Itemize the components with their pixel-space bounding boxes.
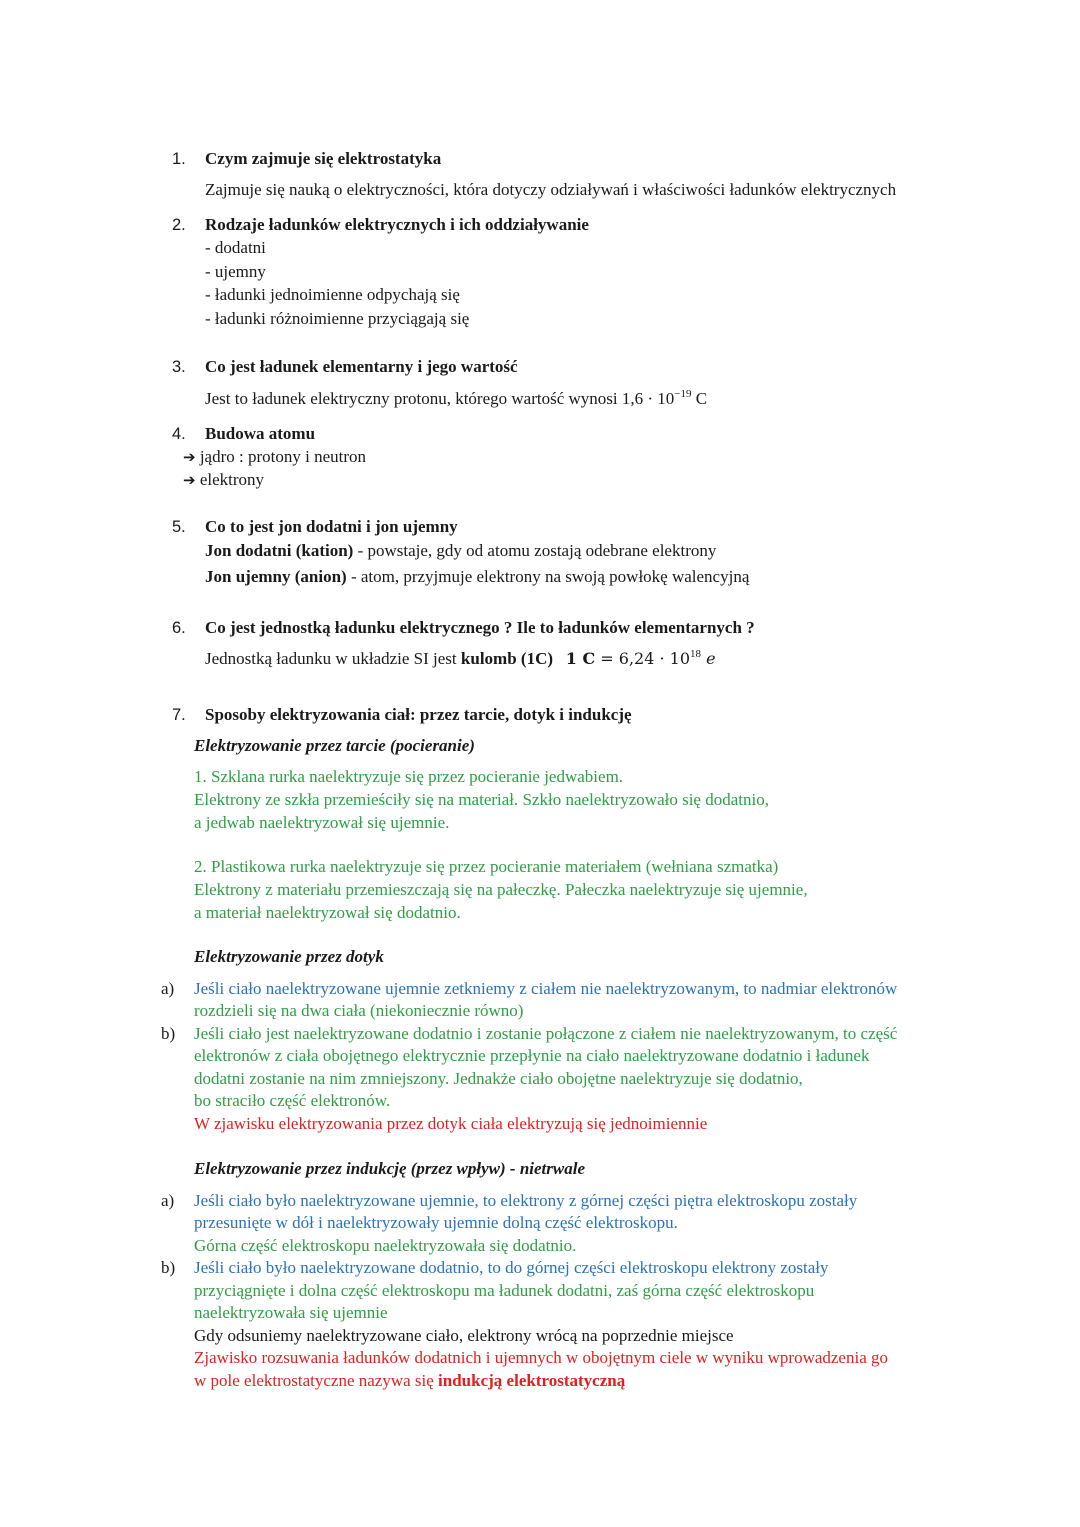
friction-p2-line: 2. Plastikowa rurka naelektryzuje się przez pocieranie materiałem (wełniana szmatka) [194, 857, 779, 876]
friction-p2-line: Elektrony z materiału przemieszczają się na pałeczkę. Pałeczka naelektryzuje się ujemnie, [194, 880, 808, 899]
q3-title: Co jest ładunek elementarny i jego wartość [205, 357, 518, 376]
q4-number: 4. [172, 425, 186, 443]
contact-a-label: a) [161, 979, 175, 998]
q3-answer [205, 389, 707, 409]
q2-number: 2. [172, 216, 186, 234]
q5-title: Co to jest jon dodatni i jon ujemny [205, 517, 458, 536]
induction-heading: Elektryzowanie przez indukcję (przez wpływ) - nietrwale [194, 1159, 585, 1178]
q2-title: Rodzaje ładunków elektrycznych i ich oddziaływanie [205, 215, 589, 234]
friction-p1-line: a jedwab naelektryzował się ujemnie. [194, 813, 450, 832]
q1-answer: Zajmuje się nauką o elektryczności, która dotyczy odziaływań i właściwości ładunków elektrycznych [205, 180, 897, 199]
contact-b-line: Jeśli ciało jest naelektryzowane dodatnio i zostanie połączone z ciałem nie naelektryzowanym, to część [194, 1024, 898, 1043]
q4-title: Budowa atomu [205, 424, 316, 443]
q1-title: Czym zajmuje się elektrostatyka [205, 149, 442, 168]
q6-formula-lhs: 1 C [565, 649, 596, 668]
q2-item-positive: - dodatni [205, 238, 266, 257]
contact-a-line: rozdzieli się na dwa ciała (niekoniecznie równo) [194, 1001, 524, 1020]
induction-a-line: Jeśli ciało było naelektryzowane ujemnie, to elektrony z górnej części piętra elektroskopu zostały [194, 1191, 858, 1210]
induction-b-line: Jeśli ciało było naelektryzowane dodatnio, to do górnej części elektroskopu elektrony zostały [194, 1258, 829, 1277]
induction-term: indukcją elektrostatyczną [438, 1371, 626, 1390]
induction-note: Gdy odsuniemy naelektryzowane ciało, elektrony wrócą na poprzednie miejsce [194, 1326, 734, 1345]
friction-heading: Elektryzowanie przez tarcie (pocieranie) [194, 736, 475, 755]
friction-p1-line: Elektrony ze szkła przemieściły się na materiał. Szkło naelektryzowało się dodatnio, [194, 790, 769, 809]
q2-item-unlike-attract: - ładunki różnoimienne przyciągają się [205, 309, 470, 328]
q6-unit-name: kulomb (1C) [460, 649, 554, 668]
induction-a-label: a) [161, 1191, 175, 1210]
contact-conclusion: W zjawisku elektryzowania przez dotyk ciała elektryzują się jednoimiennie [194, 1114, 708, 1133]
friction-p1-line: 1. Szklana rurka naelektryzuje się przez pocieranie jedwabiem. [194, 767, 624, 786]
q3-exponent: −19 [674, 388, 692, 400]
q3-number: 3. [172, 358, 186, 376]
q5-negative-term: Jon ujemny (anion) [205, 567, 347, 586]
arrow-right-icon: ➔ [183, 448, 196, 466]
q5-number: 5. [172, 518, 186, 536]
q3-unit: C [691, 389, 708, 408]
q6-answer: Jednostką ładunku w układzie SI jest kulomb (1C) 1 $C = 6,24 \cdot 10^{18}$ e [205, 648, 716, 668]
q5-negative-ion: Jon ujemny (anion) - atom, przyjmuje elektrony na swoją powłokę walencyjną [205, 567, 750, 586]
q4-item-electrons: ➔ elektrony [183, 470, 265, 489]
friction-p2-line: a materiał naelektryzował się dodatnio. [194, 903, 461, 922]
contact-b-line: elektronów z ciała obojętnego elektrycznie przepłynie na ciało naelektryzowane dodatnio i ładunek [194, 1046, 870, 1065]
contact-heading: Elektryzowanie przez dotyk [194, 947, 384, 966]
q6-title: Co jest jednostką ładunku elektrycznego ? Ile to ładunków elementarnych ? [205, 618, 755, 637]
q6-number: 6. [172, 619, 186, 637]
contact-a-line: Jeśli ciało naelektryzowane ujemnie zetkniemy z ciałem nie naelektryzowanym, to nadmiar elektronów [194, 979, 898, 998]
q3-answer-text: Jest to ładunek elektryczny protonu, którego wartość wynosi 1,6 · 10 [205, 389, 675, 408]
q2-item-like-repel: - ładunki jednoimienne odpychają się [205, 285, 460, 304]
q4-item-nucleus: ➔ jądro : protony i neutron [183, 447, 367, 466]
q2-item-negative: - ujemny [205, 262, 266, 281]
q1-number: 1. [172, 150, 186, 168]
arrow-right-icon: ➔ [183, 471, 196, 489]
induction-b-line: naelektryzowała się ujemnie [194, 1303, 388, 1322]
induction-conclusion: Zjawisko rozsuwania ładunków dodatnich i ujemnych w obojętnym ciele w wyniku wprowadzenia go [194, 1348, 888, 1367]
induction-b-label: b) [161, 1258, 176, 1277]
contact-b-line: dodatni zostanie na nim zmniejszony. Jednakże ciało obojętne naelektryzuje się dodatnio, [194, 1069, 803, 1088]
q7-title: Sposoby elektryzowania ciał: przez tarcie, dotyk i indukcję [205, 705, 632, 724]
induction-conclusion-2: w pole elektrostatyczne nazywa się indukcją elektrostatyczną [194, 1371, 626, 1390]
contact-b-line: bo straciło część elektronów. [194, 1091, 391, 1110]
q5-positive-ion: Jon dodatni (kation) - powstaje, gdy od atomu zostają odebrane elektrony [205, 541, 717, 560]
q5-positive-term: Jon dodatni (kation) [205, 541, 354, 560]
induction-a-line: Górna część elektroskopu naelektryzowała się dodatnio. [194, 1236, 577, 1255]
induction-b-line: przyciągnięte i dolna część elektroskopu ma ładunek dodatni, zaś górna część elektroskopu [194, 1281, 815, 1300]
induction-a-line: przesunięte w dół i naelektryzowały ujemnie dolną część elektroskopu. [194, 1213, 678, 1232]
q7-number: 7. [172, 706, 186, 724]
contact-b-label: b) [161, 1024, 176, 1043]
